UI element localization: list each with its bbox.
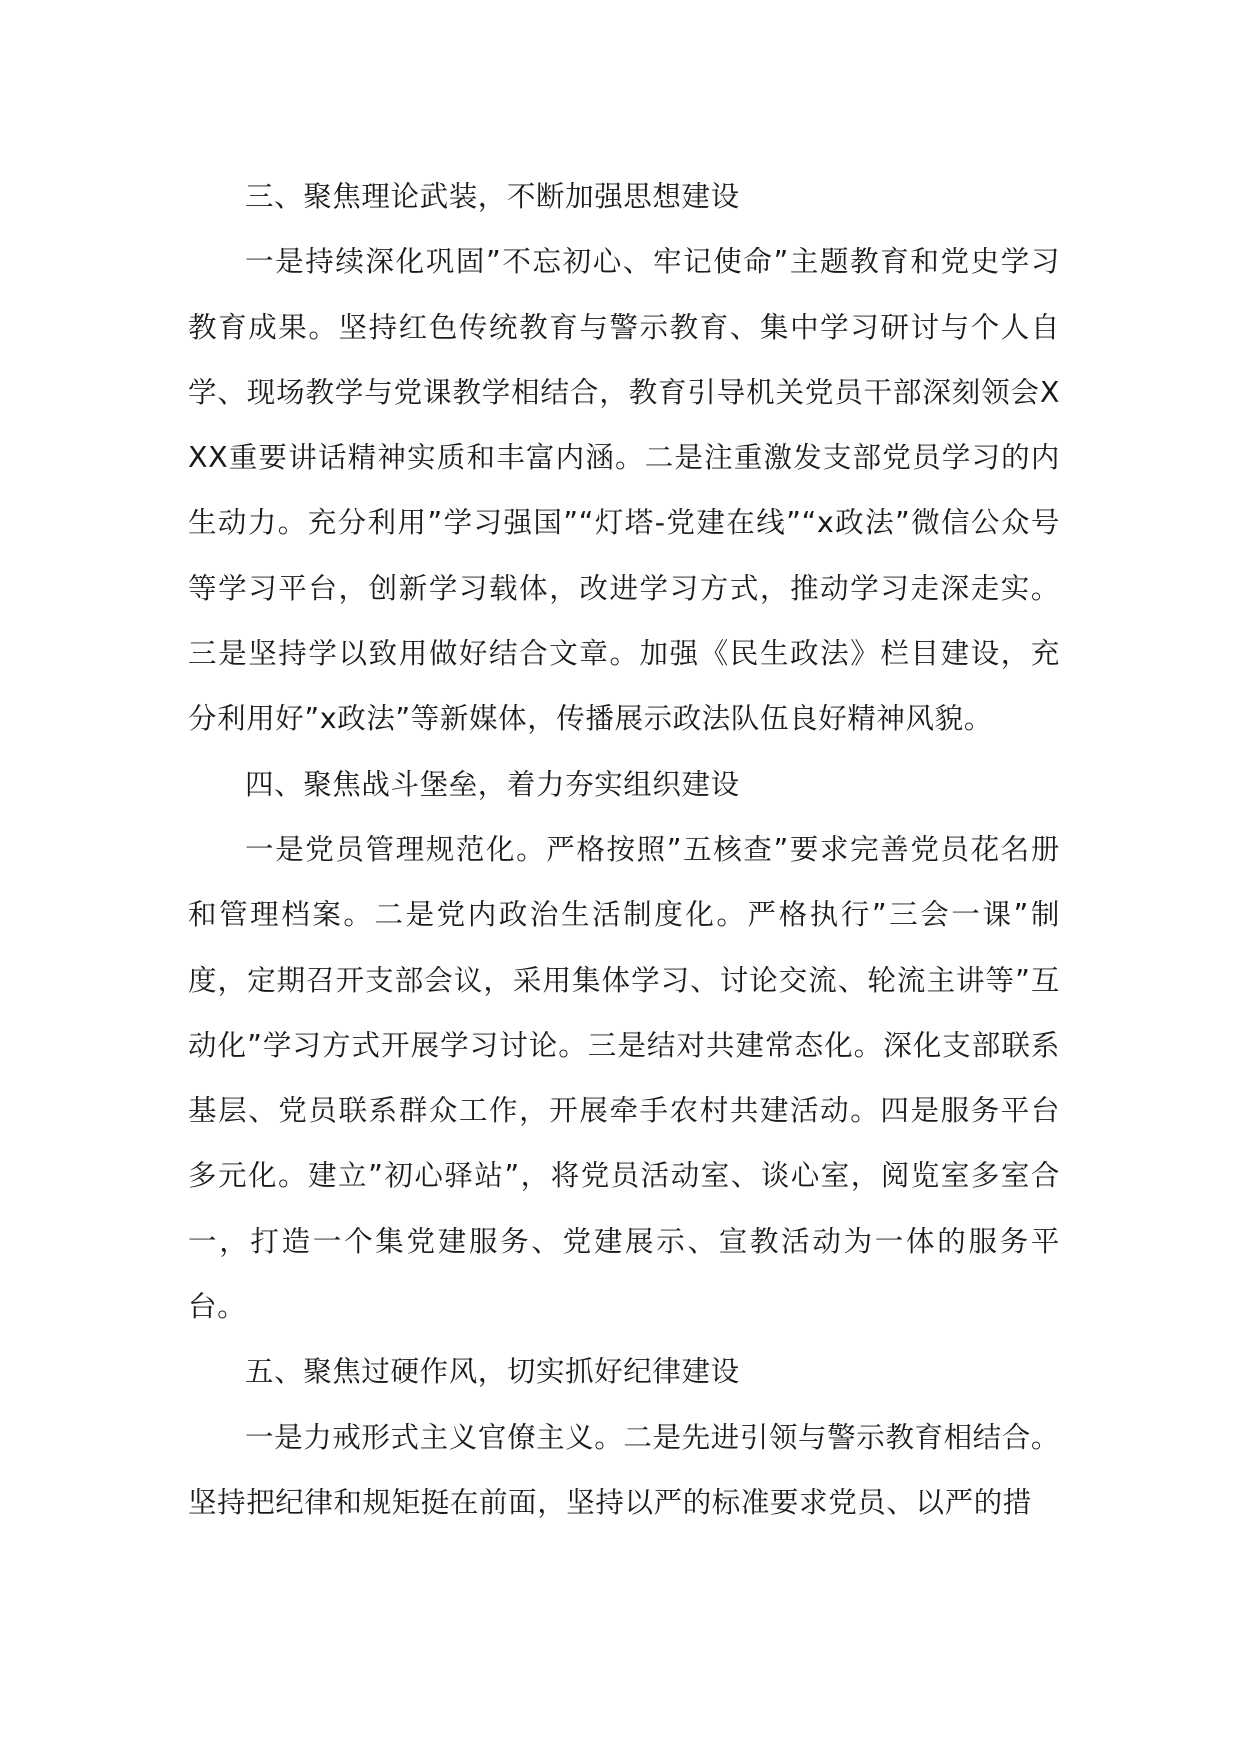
document-body	[188, 164, 1060, 1535]
section-heading-4: 四、聚焦战斗堡垒，着力夯实组织建设	[245, 767, 740, 801]
section-paragraph-4: 一是党员管理规范化。严格按照”五核查”要求完善党员花名册和管理档案。二是党内政治生活制度化。严格执行”三会一课”制度，定期召开支部会议，采用集体学习、讨论交流、轮流主讲等”互动化”学习方式开展学习讨论。三是结对共建常态化。深化支部联系基层、党员联系群众工作，开展牵手农村共建活动。四是服务平台多元化。建立”初心驿站”，将党员活动室、谈心室，阅览室多室合一，打造一个集党建服务、党建展示、宣教活动为一体的服务平台。	[188, 832, 1060, 1324]
section-paragraph-3: 一是持续深化巩固”不忘初心、牢记使命”主题教育和党史学习教育成果。坚持红色传统教育与警示教育、集中学习研讨与个人自学、现场教学与党课教学相结合，教育引导机关党员干部深刻领会XXX重要讲话精神实质和丰富内涵。二是注重激发支部党员学习的内生动力。充分利用”学习强国”“灯塔-党建在线”“x政法”微信公众号等学习平台，创新学习载体，改进学习方式，推动学习走深走实。三是坚持学以致用做好结合文章。加强《民生政法》栏目建设，充分利用好”x政法”等新媒体，传播展示政法队伍良好精神风貌。	[188, 245, 1060, 736]
section-paragraph-5: 一是力戒形式主义官僚主义。二是先进引领与警示教育相结合。坚持把纪律和规矩挺在前面，坚持以严的标准要求党员、以严的措	[188, 1420, 1060, 1519]
section-heading-3: 三、聚焦理论武装，不断加强思想建设	[245, 180, 740, 213]
section-heading-5: 五、聚焦过硬作风，切实抓好纪律建设	[245, 1355, 740, 1389]
